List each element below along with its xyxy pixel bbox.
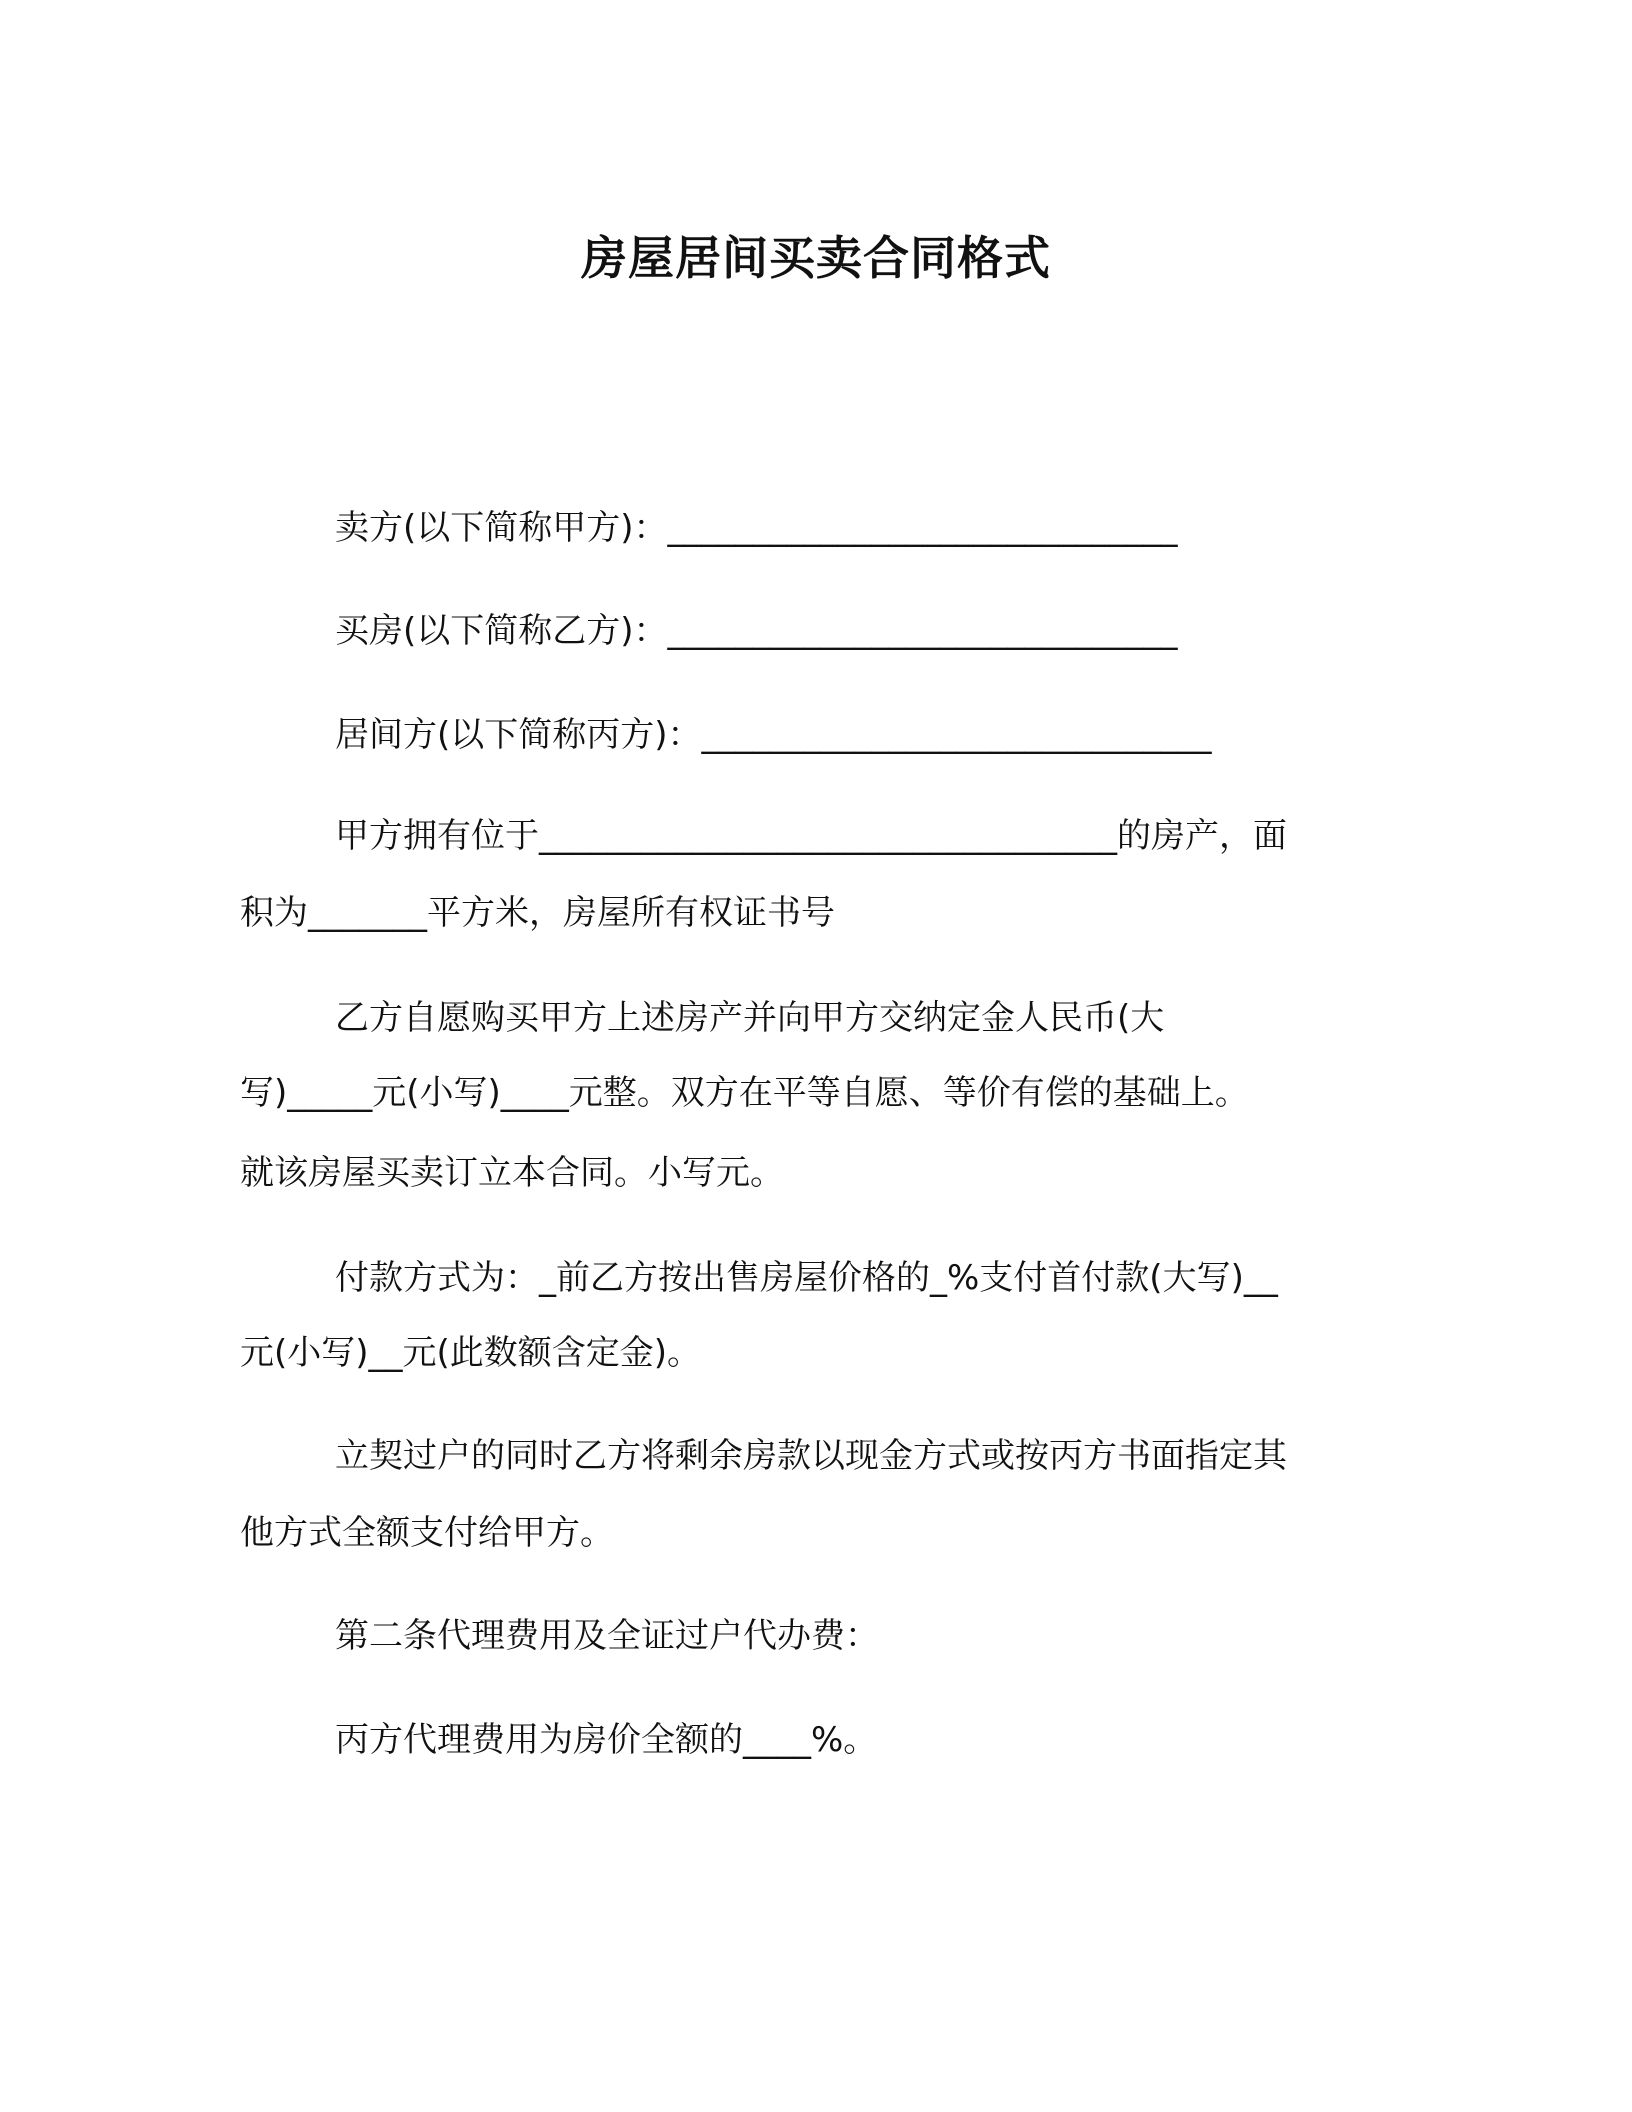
seller-line: 卖方(以下简称甲方)：______________________________ — [335, 508, 1178, 548]
deposit-line-2: 写)_____元(小写)____元整。双方在平等自愿、等价有偿的基础上。 — [240, 1073, 1249, 1113]
article-two-heading: 第二条代理费用及全证过户代办费： — [335, 1616, 879, 1656]
broker-line: 居间方(以下简称丙方)：______________________________ — [335, 715, 1212, 755]
document-title: 房屋居间买卖合同格式 — [581, 231, 1051, 285]
property-line-2: 积为_______平方米，房屋所有权证书号 — [240, 893, 835, 933]
transfer-line-1: 立契过户的同时乙方将剩余房款以现金方式或按丙方书面指定其 — [335, 1436, 1287, 1476]
deposit-line-3: 就该房屋买卖订立本合同。小写元。 — [240, 1153, 784, 1193]
agency-fee-line: 丙方代理费用为房价全额的____%。 — [335, 1720, 878, 1760]
payment-line-2: 元(小写)__元(此数额含定金)。 — [240, 1333, 702, 1373]
payment-line-1: 付款方式为：_前乙方按出售房屋价格的_%支付首付款(大写)__ — [335, 1258, 1278, 1298]
buyer-line: 买房(以下简称乙方)：______________________________ — [335, 611, 1178, 651]
property-line-1: 甲方拥有位于__________________________________的房产，面 — [335, 816, 1287, 856]
deposit-line-1: 乙方自愿购买甲方上述房产并向甲方交纳定金人民币(大 — [335, 998, 1165, 1038]
transfer-line-2: 他方式全额支付给甲方。 — [240, 1513, 614, 1553]
